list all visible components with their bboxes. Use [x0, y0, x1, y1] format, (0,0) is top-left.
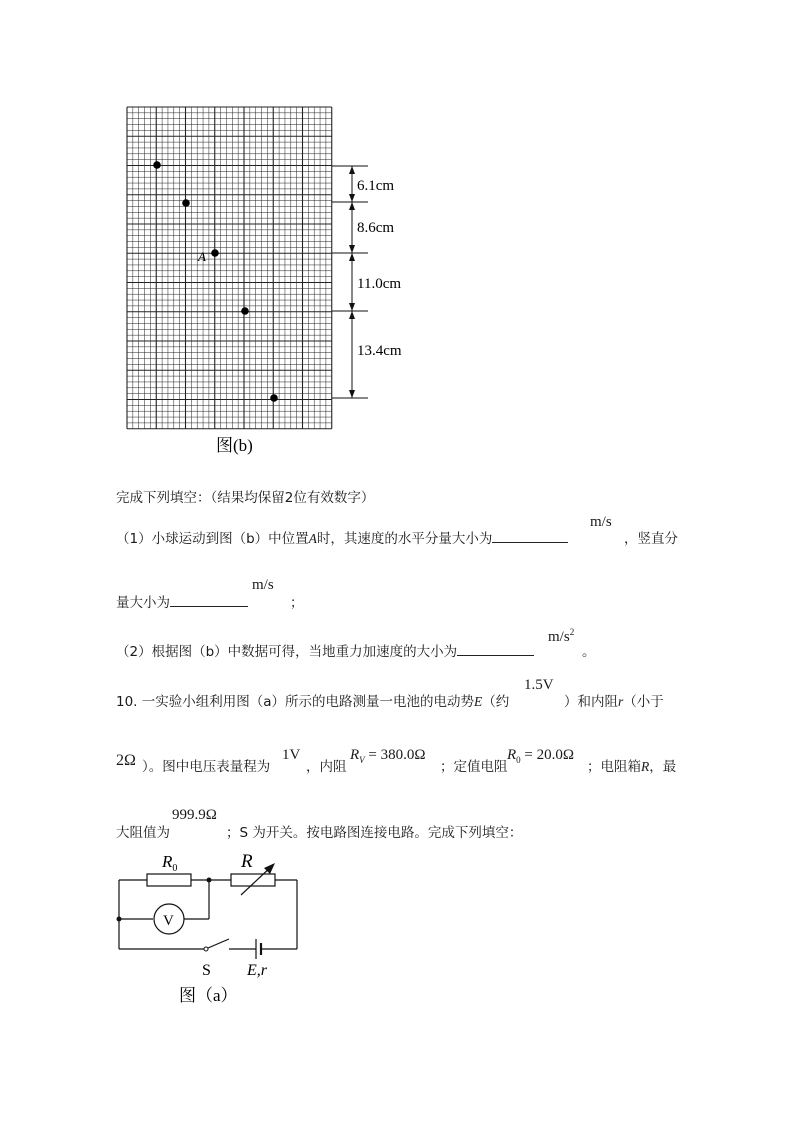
spacing-label-3: 11.0cm	[357, 276, 402, 292]
figure-b-caption: 图(b)	[216, 436, 253, 455]
q1-unit-2: m/s	[252, 577, 274, 593]
q10-line3-a: 大阻值为	[116, 825, 170, 841]
trajectory-point	[270, 394, 278, 402]
q2-unit: $m/s^2$	[548, 627, 575, 645]
q1-unit-1: m/s	[590, 514, 612, 530]
trajectory-point	[241, 307, 249, 315]
q1-text-a: （1）小球运动到图（b）中位置	[116, 531, 309, 547]
emf-approx: 1.5V	[524, 677, 554, 693]
trajectory-point	[153, 161, 161, 169]
trajectory-points	[153, 161, 278, 402]
q1-line2-text: 量大小为	[116, 595, 170, 611]
q1-text-b: 时，其速度的水平分量大小为	[316, 531, 493, 547]
label-s: S	[202, 962, 211, 979]
spacing-label-2: 8.6cm	[357, 220, 395, 236]
resistor-r0	[147, 874, 191, 886]
q10-line2-b: ）。图中电压表量程为	[142, 759, 271, 775]
label-r: R	[241, 851, 253, 872]
instructions: 完成下列填空：（结果均保留2位有效数字）	[116, 490, 375, 506]
question-1-line-2	[116, 591, 248, 611]
figure-a-circuit	[105, 845, 315, 1010]
q10-line3-b: ；S 为开关。按电路图连接电路。完成下列填空：	[226, 825, 523, 841]
question-2	[116, 640, 534, 660]
answer-blank-vertical-velocity[interactable]	[170, 594, 248, 607]
trajectory-point	[211, 249, 219, 257]
q10-line2-d: ；定值电阻	[440, 759, 508, 775]
q2-text: （2）根据图（b）中数据可得，当地重力加速度的大小为	[116, 644, 458, 660]
q1-point-a: A	[308, 531, 317, 546]
resistance-2-ohm: 2Ω	[116, 752, 136, 769]
fixed-resistance: $R_0 = 20.0\Omega$	[507, 747, 575, 765]
answer-blank-horizontal-velocity[interactable]	[492, 530, 568, 543]
answer-blank-gravity[interactable]	[457, 643, 534, 656]
grid-paper	[127, 107, 332, 429]
voltmeter-range: 1V	[282, 747, 301, 763]
label-r0: $R_0$	[162, 852, 178, 874]
q1-text-c: ，竖直分	[624, 531, 678, 547]
question-10-line-1: 10. 一实验小组利用图（a）所示的电路测量一电池的电动势E（约	[116, 694, 510, 710]
q1-end: ；	[290, 595, 304, 611]
q2-end: 。	[582, 644, 596, 660]
trajectory-point	[182, 199, 190, 207]
label-er: E,r	[247, 962, 267, 979]
spacing-label-4: 13.4cm	[357, 343, 402, 359]
figure-a-caption: 图（a）	[179, 986, 238, 1005]
voltmeter-resistance: $R_V = 380.0\Omega$	[350, 747, 426, 765]
question-10-line-1-end: ）和内阻r（小于	[564, 694, 664, 710]
point-a-label: A	[198, 249, 206, 264]
figure-b	[100, 95, 460, 465]
question-1-line-1	[116, 527, 568, 547]
q10-line2-e: ；电阻箱R，最	[587, 759, 677, 775]
max-resistance: 999.9Ω	[172, 807, 217, 823]
label-v: V	[163, 913, 174, 929]
spacing-label-1: 6.1cm	[357, 178, 395, 194]
q10-line2-c: ，内阻	[306, 759, 347, 775]
